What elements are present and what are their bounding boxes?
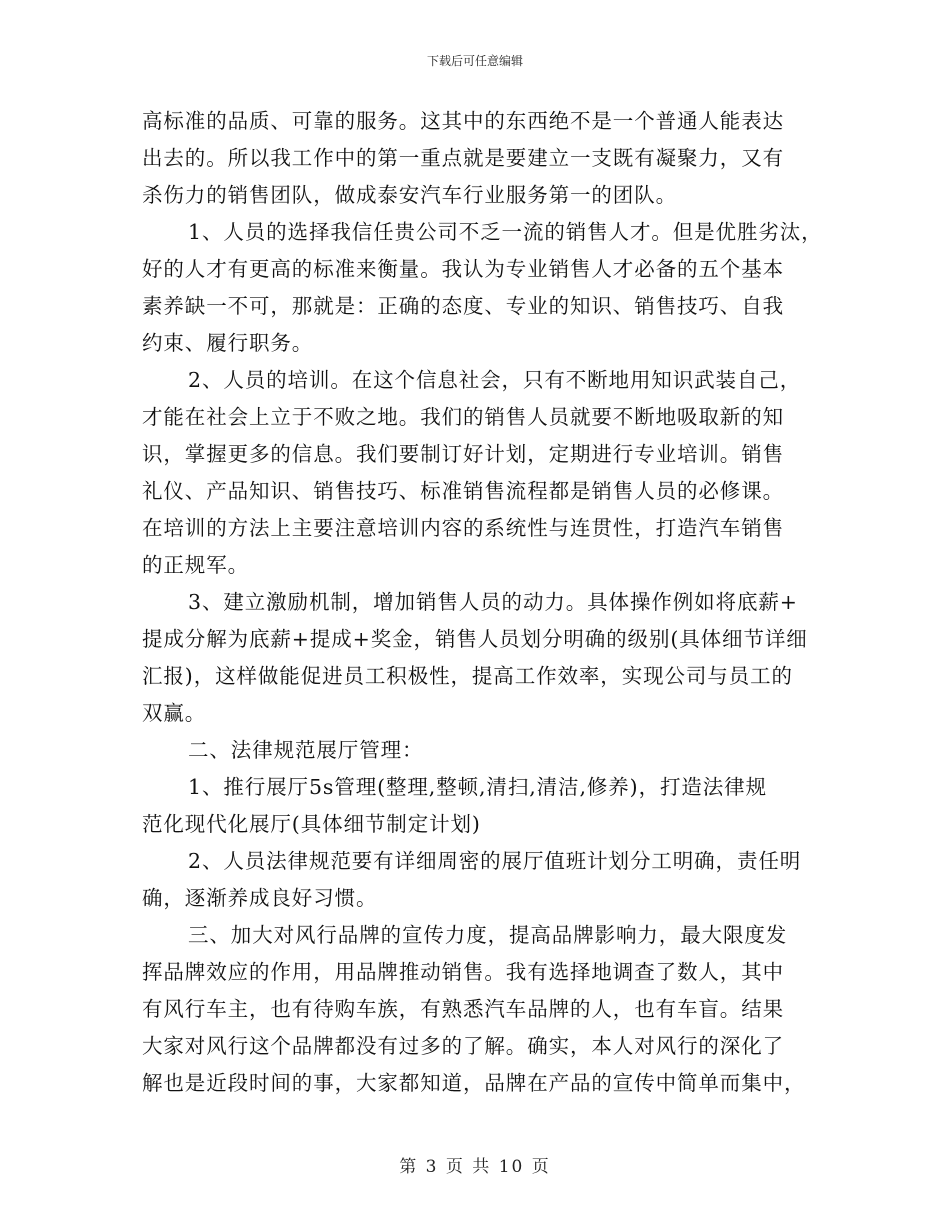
text-line: 有风行车主，也有待购车族，有熟悉汽车品牌的人，也有车盲。结果	[142, 997, 784, 1021]
page-header-note: 下载后可任意编辑	[426, 54, 523, 68]
paragraph-start-line: 2、人员法律规范要有详细周密的展厅值班计划分工明确，责任明	[188, 849, 802, 873]
text-line: 高标准的品质、可靠的服务。这其中的东西绝不是一个普通人能表达	[142, 109, 784, 133]
paragraph-start-line: 1、推行展厅5s管理(整理,整顿,清扫,清洁,修养)，打造法律规	[188, 775, 767, 799]
text-line: 才能在社会上立于不败之地。我们的销售人员就要不断地吸取新的知	[142, 405, 784, 429]
text-line: 在培训的方法上主要注意培训内容的系统性与连贯性，打造汽车销售	[142, 516, 784, 540]
text-line: 提成分解为底薪+提成+奖金，销售人员划分明确的级别(具体细节详细	[142, 627, 808, 651]
paragraph-start-line: 3、建立激励机制，增加销售人员的动力。具体操作例如将底薪+	[188, 590, 798, 614]
paragraph-start-line: 2、人员的培训。在这个信息社会，只有不断地用知识武装自己，	[188, 368, 802, 392]
document-body	[142, 103, 822, 1102]
text-line: 解也是近段时间的事，大家都知道，品牌在产品的宣传中简单而集中，	[142, 1071, 806, 1095]
text-line: 礼仪、产品知识、销售技巧、标准销售流程都是销售人员的必修课。	[142, 479, 784, 503]
text-line: 双赢。	[142, 701, 207, 725]
text-line: 约束、履行职务。	[142, 331, 314, 355]
text-line: 的正规军。	[142, 553, 249, 577]
section-heading-line: 二、法律规范展厅管理：	[188, 738, 424, 762]
page-number-footer: 第 3 页 共 10 页	[399, 1157, 551, 1177]
text-line: 确，逐渐养成良好习惯。	[142, 886, 378, 910]
text-line: 范化现代化展厅(具体细节制定计划)	[142, 812, 481, 836]
text-line: 识，掌握更多的信息。我们要制订好计划，定期进行专业培训。销售	[142, 442, 784, 466]
text-line: 素养缺一不可，那就是：正确的态度、专业的知识、销售技巧、自我	[142, 294, 784, 318]
paragraph-start-line: 1、人员的选择我信任贵公司不乏一流的销售人才。但是优胜劣汰，	[188, 220, 823, 244]
text-line: 好的人才有更高的标准来衡量。我认为专业销售人才必备的五个基本	[142, 257, 784, 281]
text-line: 大家对风行这个品牌都没有过多的了解。确实，本人对风行的深化了	[142, 1034, 784, 1058]
text-line: 挥品牌效应的作用，用品牌推动销售。我有选择地调查了数人，其中	[142, 960, 784, 984]
text-line: 杀伤力的销售团队，做成泰安汽车行业服务第一的团队。	[142, 183, 677, 207]
text-line: 汇报)，这样做能促进员工积极性，提高工作效率，实现公司与员工的	[142, 664, 793, 688]
text-line: 出去的。所以我工作中的第一重点就是要建立一支既有凝聚力，又有	[142, 146, 784, 170]
section-heading-line: 三、加大对风行品牌的宣传力度，提高品牌影响力，最大限度发	[188, 923, 788, 947]
